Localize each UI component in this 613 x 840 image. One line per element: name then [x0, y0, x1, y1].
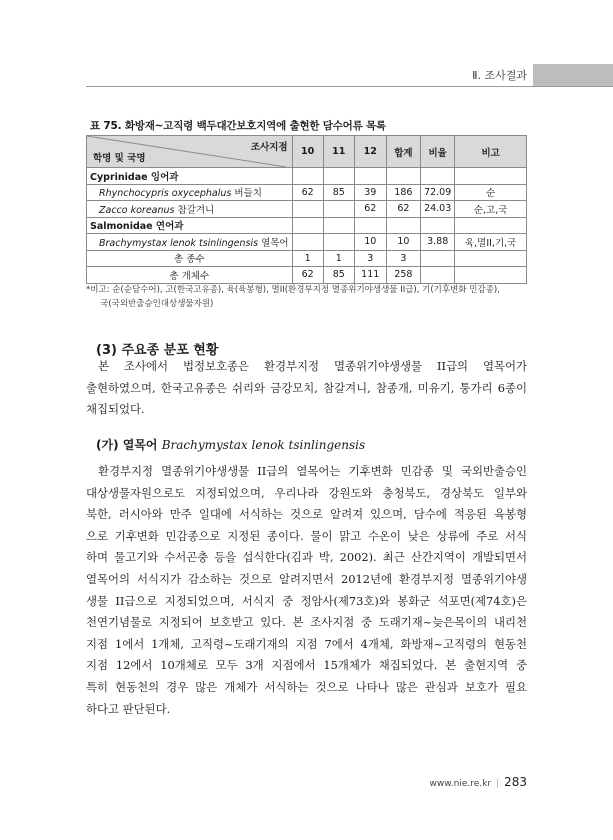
chapter-tab — [533, 64, 613, 86]
cell-total: 3 — [386, 250, 420, 267]
cell-10 — [292, 234, 323, 251]
individual-count-row — [87, 267, 527, 284]
chapter-label: Ⅱ. 조사결과 — [472, 69, 527, 82]
paragraph-line: 하며 물고기와 수서곤충 등을 섭식한다(김과 박, 2002). 최근 산간지역이 개발되면서 — [86, 550, 527, 565]
corner-bottom-label: 학명 및 국명 — [93, 153, 146, 164]
cell-12: 111 — [354, 267, 386, 284]
corner-cell — [87, 136, 293, 168]
species-name — [87, 201, 293, 218]
paragraph-line: 본 조사에서 법정보호종은 환경부지정 멸종위기야생생물 II급의 열목어가 — [98, 359, 527, 373]
cell-note: 순 — [455, 184, 527, 201]
species-sci: Zacco koreanus — [99, 204, 175, 216]
family-row — [87, 168, 527, 185]
cell-11: 1 — [323, 250, 354, 267]
cell-12: 39 — [354, 184, 386, 201]
individual-count-label: 총 개체수 — [87, 267, 293, 284]
cell-11 — [323, 234, 354, 251]
species-kor: 참갈겨니 — [177, 204, 215, 216]
cell-12: 62 — [354, 201, 386, 218]
cell-12: 3 — [354, 250, 386, 267]
species-sci: Brachymystax lenok tsinlingensis — [99, 237, 259, 249]
intro-paragraph — [86, 356, 527, 421]
cell-10 — [292, 201, 323, 218]
cell-10: 62 — [292, 267, 323, 284]
body-paragraph — [86, 461, 527, 720]
sub-heading-label: (가) 열목어 — [96, 438, 158, 452]
header-rule — [86, 86, 613, 87]
table-note — [86, 283, 500, 311]
paragraph-line: 열목어의 서식지가 감소하는 것으로 알려지면서 2012년에 환경부지정 멸종위기야생 — [86, 571, 527, 586]
cell-10: 62 — [292, 184, 323, 201]
cell-ratio: 3.88 — [421, 234, 455, 251]
cell-note: 육,멸II,기,국 — [455, 234, 527, 251]
footer-site: www.nie.re.kr — [429, 779, 492, 789]
footer-divider: | — [496, 779, 500, 789]
paragraph-line: 출현하였으며, 한국고유종은 쉬리와 금강모치, 참갈겨니, 참종개, 미유기, 퉁가리 6종이 — [86, 380, 527, 395]
corner-top-label: 조사지점 — [250, 142, 288, 153]
sub-heading — [96, 436, 365, 453]
cell-total: 258 — [386, 267, 420, 284]
page-footer — [430, 775, 528, 789]
family-row — [87, 217, 527, 234]
section-heading: (3) 주요종 분포 현황 — [96, 343, 219, 358]
table-header-row — [87, 136, 527, 168]
paragraph-line: 대상생물자원으로도 지정되었으며, 우리나라 강원도와 충청북도, 경상북도 일부와 — [86, 485, 527, 500]
col-header: 비고 — [455, 136, 527, 168]
cell-note: 순,고,국 — [455, 201, 527, 218]
family-name: Cyprinidae 잉어과 — [87, 168, 293, 185]
paragraph-line: 북한, 러시아와 만주 일대에 서식하는 것으로 알려져 있으며, 담수에 적응된 육봉형 — [86, 507, 527, 522]
table-note-line: 국(국외반출승인대상생물자원) — [100, 299, 214, 309]
cell-total: 62 — [386, 201, 420, 218]
fish-table — [86, 135, 527, 284]
table-row — [87, 184, 527, 201]
paragraph-line: 생물 II급으로 지정되었으며, 서식지 중 정암사(제73호)와 봉화군 석포면(제74호)은 — [86, 593, 527, 608]
table-caption: 표 75. 화방재~고직령 백두대간보호지역에 출현한 담수어류 목록 — [90, 120, 386, 132]
table-note-line: *비고: 순(순담수어), 고(한국고유종), 육(육봉형), 멸II(환경부지정 멸종위기야생생물 II급), 기(기후변화 민감종), — [86, 285, 500, 295]
cell-10: 1 — [292, 250, 323, 267]
col-header: 비율 — [421, 136, 455, 168]
table-row — [87, 201, 527, 218]
family-name: Salmonidae 연어과 — [87, 217, 293, 234]
species-kor: 열목어 — [261, 237, 289, 249]
paragraph-line: 환경부지정 멸종위기야생생물 II급의 열목어는 기후변화 민감종 및 국외반출승인 — [98, 464, 527, 478]
cell-total: 10 — [386, 234, 420, 251]
cell-11: 85 — [323, 184, 354, 201]
paragraph-line: 천연기념물로 지정되어 보호받고 있다. 본 조사지점 중 도래기재~늦은목이의 내리천 — [86, 615, 527, 630]
col-header: 10 — [292, 136, 323, 168]
paragraph-line: 채집되었다. — [86, 402, 145, 417]
paragraph-line: 으로 기후변화 민감종으로 지정된 종이다. 물이 맑고 수온이 낮은 상류에 주로 서식 — [86, 528, 527, 543]
sub-heading-sci-name: Brachymystax lenok tsinlingensis — [161, 438, 366, 452]
page-number: 283 — [504, 775, 527, 789]
species-name — [87, 234, 293, 251]
cell-ratio: 72.09 — [421, 184, 455, 201]
paragraph-line: 지점 1에서 1개체, 고직령~도래기재의 지점 7에서 4개체, 화방재~고직령의 현동천 — [86, 636, 527, 651]
col-header: 12 — [354, 136, 386, 168]
paragraph-line: 하다고 판단된다. — [86, 701, 171, 716]
col-header: 합계 — [386, 136, 420, 168]
cell-total: 186 — [386, 184, 420, 201]
species-count-label: 총 종수 — [87, 250, 293, 267]
species-count-row — [87, 250, 527, 267]
species-sci: Rhynchocypris oxycephalus — [99, 188, 232, 200]
cell-11: 85 — [323, 267, 354, 284]
paragraph-line: 지점 12에서 10개체로 모두 3개 지점에서 15개체가 채집되었다. 본 출현지역 중 — [86, 658, 527, 673]
cell-ratio: 24.03 — [421, 201, 455, 218]
cell-11 — [323, 201, 354, 218]
cell-12: 10 — [354, 234, 386, 251]
paragraph-line: 특히 현동천의 경우 많은 개체가 서식하는 것으로 나타나 많은 관심과 보호가 필요 — [86, 679, 527, 694]
table-row — [87, 234, 527, 251]
col-header: 11 — [323, 136, 354, 168]
species-name — [87, 184, 293, 201]
species-kor: 버들치 — [234, 188, 262, 200]
